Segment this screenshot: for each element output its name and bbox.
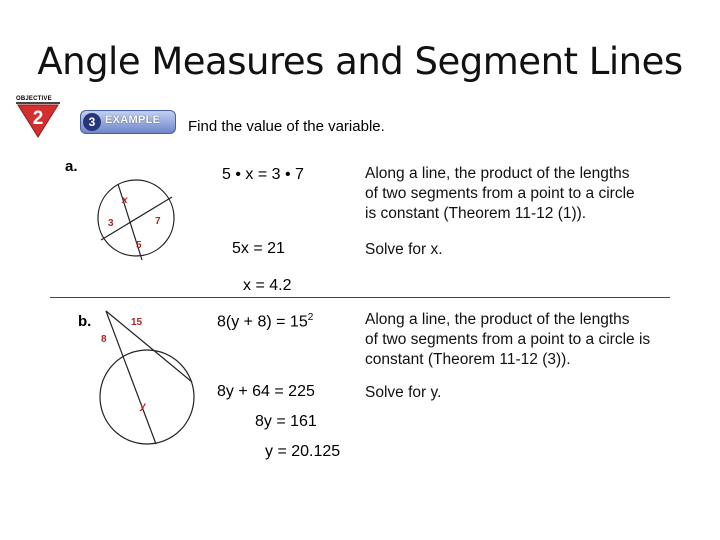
- step-b1-math: $8(y + 8) = 15^2$: [217, 312, 314, 331]
- circle: [100, 350, 194, 444]
- objective-number: 2: [32, 108, 44, 129]
- part-b-circle-figure: [90, 300, 200, 460]
- step-a1-explanation: Along a line, the product of the lengths of two segments from a point to a circle is constant (Theorem 11-12 (1)).: [365, 165, 635, 222]
- step-b2-math: 8y + 64 = 225: [217, 383, 315, 400]
- example-number: 3: [83, 113, 101, 131]
- example-badge: [80, 110, 176, 134]
- page-title: Angle Measures and Segment Lines: [37, 40, 683, 83]
- step-b1-explanation: Along a line, the product of the lengths of two segments from a point to a circle is constant (Theorem 11-12 (3)).: [365, 311, 651, 368]
- step-a2-math: 5x = 21: [232, 240, 285, 257]
- label-8: 8: [101, 334, 107, 345]
- step-a1-math: 5 • x = 3 • 7: [222, 166, 304, 183]
- label-5: 5: [136, 240, 142, 251]
- label-7: 7: [155, 216, 161, 227]
- objective-badge: [14, 93, 64, 139]
- objective-label: OBJECTIVE: [16, 96, 52, 102]
- step-a2-explanation: Solve for x.: [365, 241, 443, 258]
- example-label: EXAMPLE: [105, 114, 161, 126]
- section-divider: [50, 297, 670, 298]
- step-b2-explanation: Solve for y.: [365, 384, 442, 401]
- part-b-label: b.: [78, 313, 92, 330]
- label-x: x: [122, 195, 128, 206]
- step-b3-math: 8y = 161: [255, 413, 317, 430]
- step-b4-math: y = 20.125: [265, 443, 341, 460]
- problem-prompt: Find the value of the variable.: [188, 118, 385, 135]
- part-a-label: a.: [65, 158, 78, 175]
- part-a-circle-figure: [88, 160, 184, 275]
- label-3: 3: [108, 218, 114, 229]
- step-a3-math: x = 4.2: [243, 277, 292, 294]
- label-y: y: [140, 401, 146, 412]
- label-15: 15: [131, 317, 143, 328]
